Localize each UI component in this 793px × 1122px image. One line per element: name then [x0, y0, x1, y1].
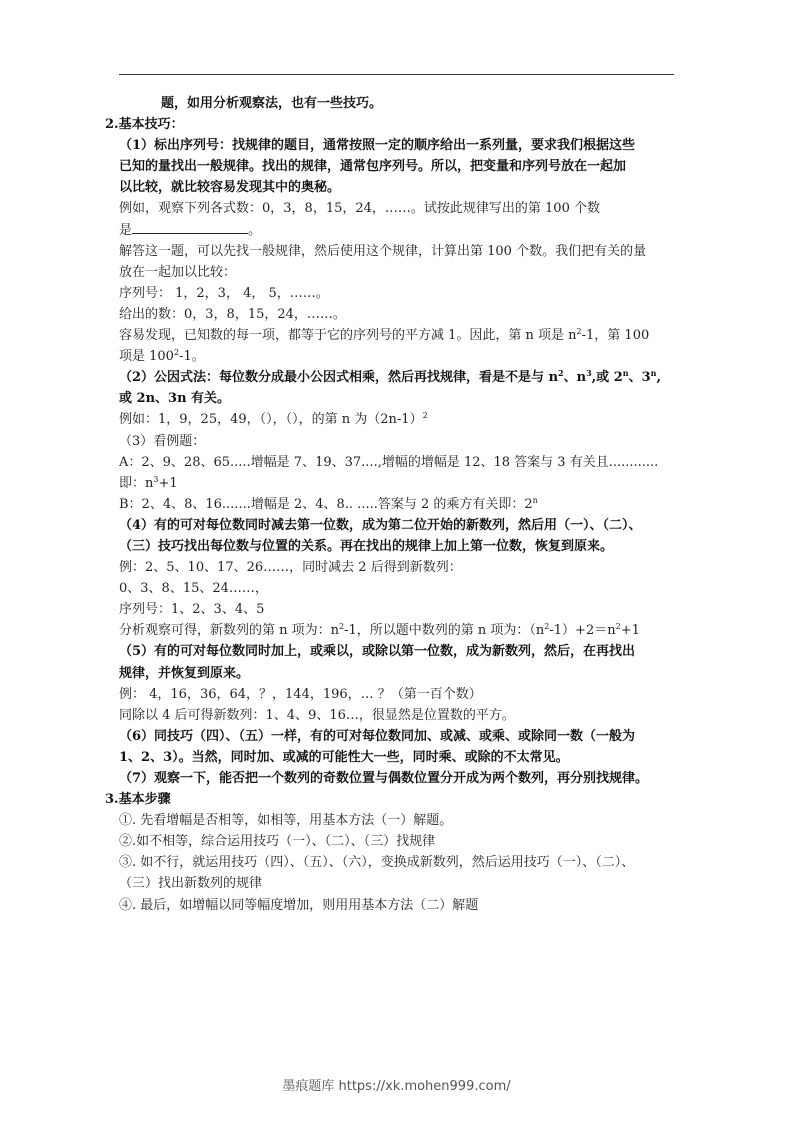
text-line: 给出的数：0，3，8，15，24，……。 — [119, 306, 346, 322]
text-line: 放在一起加以比较： — [119, 264, 237, 280]
text-line: （三）技巧找出每位数与位置的关系。再在找出的规律上加上第一位数，恢复到原来。 — [119, 538, 614, 554]
text-line: B：2、4、8、16.......增幅是 2、4、8.. .....答案与 2 的乘方有关即：2$^n$ — [119, 495, 538, 512]
text-line: （3）看例题： — [119, 433, 206, 449]
text-line: 例：2、5、10、17、26……，同时减去 2 后得到新数列： — [119, 560, 462, 576]
header-rule — [119, 74, 674, 75]
text-line: ①. 先看增幅是否相等，如相等，用基本方法（一）解题。 — [119, 813, 453, 829]
answer-blank — [132, 221, 248, 234]
text-line: （4）有的可对每位数同时减去第一位数，成为第二位开始的新数列，然后用（一）、（二）、 — [119, 517, 642, 533]
text-line: 分析观察可得，新数列的第 n 项为：$n^2-1$，所以题中数列的第 n 项为：$(n^2-1)+2=n^2+1$ — [119, 622, 640, 639]
text-line: 即：$n^3+1$ — [119, 474, 178, 491]
text-line: 序列号：1、2、3、4、5 — [119, 602, 265, 618]
text-line: 项是 $100^2-1$。 — [119, 348, 205, 365]
text-line: 例如：1，9，25，49，（），（），的第 n 为$(2n-1)^2$ — [119, 411, 428, 428]
text-line: （三）找出新数列的规律 — [119, 876, 263, 892]
text-line: （2）公因式法：每位数分成最小公因式相乘，然后再找规律，看是不是与 $n^2$、$n^3$,或 2$^n$、3$^n$, — [119, 368, 661, 386]
text-line: 规律，并恢复到原来。 — [119, 665, 250, 681]
text-line: 容易发现，已知数的每一项，都等于它的序列号的平方减 1。因此，第 n 项是 $n^2-1$，第 100 — [119, 327, 650, 344]
text-line: 序列号： 1，2，3， 4， 5，……。 — [119, 285, 329, 301]
document-body — [105, 93, 675, 916]
text-line: （5）有的可对每位数同时加上，或乘以，或除以第一位数，成为新数列，然后，在再找出 — [119, 644, 636, 660]
text-line: 题，如用分析观察法，也有一些技巧。 — [161, 96, 383, 111]
text-line: 以比较，就比较容易发现其中的奥秘。 — [119, 180, 341, 196]
footer-watermark: 墨痕题库 https://xk.mohen999.com/ — [282, 1079, 511, 1094]
text-line: 解答这一题，可以先找一般规律，然后使用这个规律，计算出第 100 个数。我们把有关的量 — [119, 243, 647, 259]
text-line: （6）同技巧（四）、（五）一样，有的可对每位数同加、或减、或乘、或除同一数（一般为 — [119, 728, 636, 744]
text-line: 0、3、8、15、24……， — [119, 581, 268, 597]
text-line: ②.如不相等，综合运用技巧（一）、（二）、（三）找规律 — [119, 834, 436, 850]
text-line: （7）观察一下，能否把一个数列的奇数位置与偶数位置分开成为两个数列，再分别找规律。 — [119, 771, 649, 786]
text-line: 例： 4，16，36，64，？，144，196，… ？（第一百个数） — [119, 686, 482, 702]
text-line: ④. 最后，如增幅以同等幅度增加，则用用基本方法（二）解题 — [119, 897, 479, 913]
text-line: 同除以 4 后可得新数列：1、4、9、16…，很显然是位置数的平方。 — [119, 707, 515, 723]
text-line: A：2、9、28、65.....增幅是 7、19、37....,增幅的增幅是 12、18 答案与 3 有关且............ — [119, 454, 659, 470]
text-line: （1）标出序列号：找规律的题目，通常按照一定的顺序给出一系列量，要求我们根据这些 — [119, 138, 636, 154]
text-line: 例如，观察下列各式数：0，3，8，15，24，……。试按此规律写出的第 100 个数 — [119, 201, 600, 217]
section-heading: 2.基本技巧： — [105, 117, 184, 133]
text-line: 或 2n、3n 有关。 — [119, 391, 231, 407]
text-line: ③. 如不行，就运用技巧（四）、（五）、（六），变换成新数列，然后运用技巧（一）、（二）、 — [119, 855, 635, 871]
text-line: 1、2、3）。当然，同时加、或减的可能性大一些，同时乘、或除的不太常见。 — [119, 749, 569, 765]
text-line: 已知的量找出一般规律。找出的规律，通常包序列号。所以，把变量和序列号放在一起加 — [119, 159, 627, 175]
section-heading: 3.基本步骤 — [105, 792, 171, 808]
text-line: 是 。 — [119, 222, 262, 238]
